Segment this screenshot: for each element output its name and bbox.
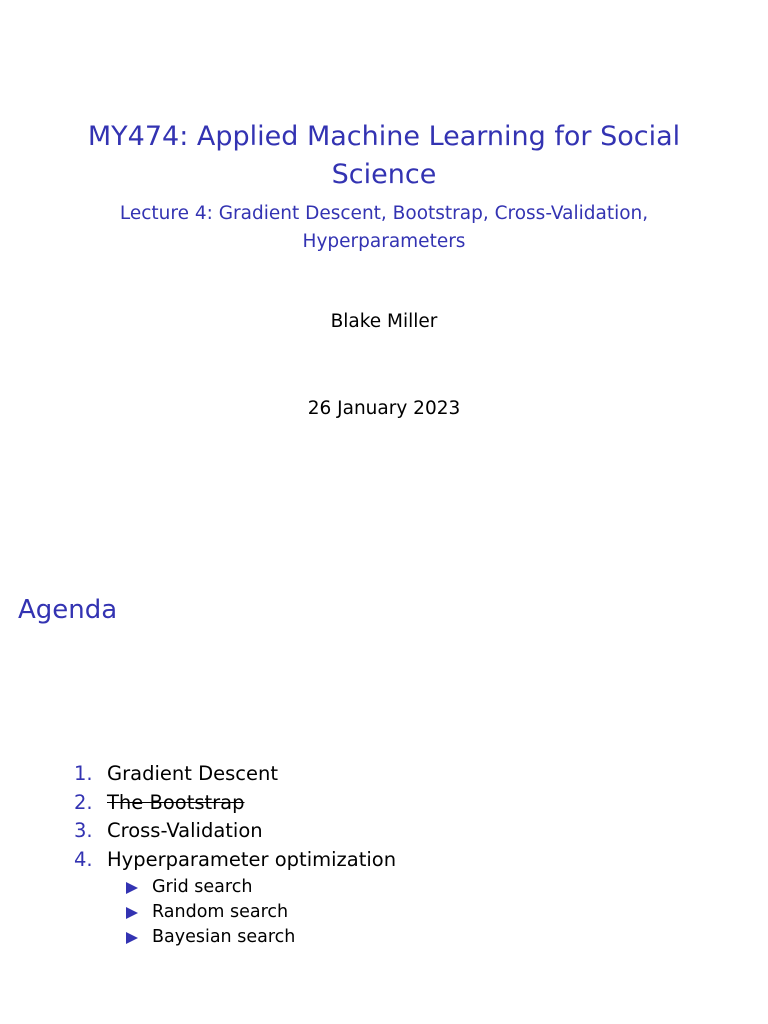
slide-subtitle-line-1: Lecture 4: Gradient Descent, Bootstrap, Cross-Validation,	[119, 203, 649, 224]
agenda-item-label: Hyperparameter optimization	[107, 848, 397, 872]
slide-title	[0, 118, 768, 194]
slide-title-line-2: Science	[331, 159, 437, 190]
agenda-item-label: Gradient Descent	[107, 762, 278, 785]
agenda-item-label-struck: The Bootstrap	[107, 790, 245, 814]
agenda-sub-item-label: Bayesian search	[152, 927, 296, 948]
agenda-sub-item	[0, 925, 768, 950]
agenda-item	[0, 817, 768, 846]
triangle-bullet-icon	[126, 907, 138, 919]
agenda-item-label: Cross-Validation	[107, 819, 263, 843]
agenda-item	[0, 760, 768, 789]
agenda-item-number: 3.	[74, 819, 93, 843]
agenda-sub-list	[0, 875, 768, 951]
agenda-sub-item-label: Random search	[152, 902, 289, 923]
triangle-bullet-icon	[126, 882, 138, 894]
agenda-title: Agenda	[18, 595, 118, 625]
agenda-sub-item	[0, 875, 768, 900]
author: Blake Miller	[330, 311, 438, 332]
agenda-sub-item-label: Grid search	[152, 876, 253, 897]
slide-subtitle-line-2: Hyperparameters	[302, 231, 466, 252]
agenda-item-number: 1.	[74, 762, 93, 785]
agenda-sub-item	[0, 900, 768, 925]
slide-subtitle	[0, 200, 768, 256]
agenda-item-number: 2.	[74, 790, 93, 814]
slide-title-line-1: MY474: Applied Machine Learning for Social	[87, 121, 681, 152]
triangle-bullet-icon	[126, 932, 138, 944]
agenda-list	[0, 760, 768, 951]
agenda-slide	[0, 560, 768, 1024]
agenda-item-number: 4.	[74, 848, 93, 872]
agenda-sub-list-wrapper	[0, 875, 768, 951]
agenda-item	[0, 789, 768, 818]
date: 26 January 2023	[307, 398, 461, 419]
agenda-item	[0, 846, 768, 875]
